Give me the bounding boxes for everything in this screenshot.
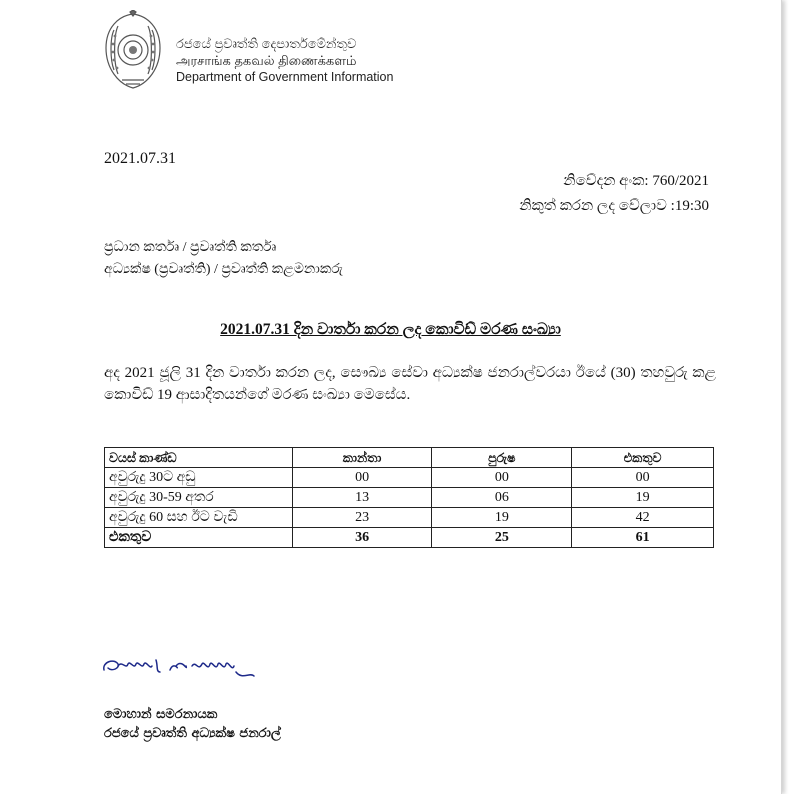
- table-cell: එකතුව: [105, 528, 293, 548]
- department-header: [176, 35, 393, 86]
- document-title: 2021.07.31 දින වාර්තා කරන ලද කොවිඩ් මරණ සංඛ්‍යා: [220, 321, 561, 338]
- death-statistics-table: [104, 447, 714, 548]
- release-time: නිකුත් කරන ලද වේලාව :19:30: [519, 198, 709, 214]
- table-cell: 61: [572, 528, 714, 548]
- table-header-row: [105, 448, 714, 468]
- department-name-tamil: அரசாங்க தகவல் திணைக்களம்: [176, 53, 357, 68]
- table-row: [105, 508, 714, 528]
- document-date: 2021.07.31: [104, 150, 176, 167]
- table-cell: අවුරුදු 30ට අඩු: [105, 468, 293, 488]
- table-total-row: [105, 528, 714, 548]
- table-header-cell: කාන්තා: [292, 448, 432, 468]
- table-cell: 06: [432, 488, 572, 508]
- department-name-sinhala: රජයේ ප්‍රවෘත්ති දෙපාර්තමේන්තුව: [176, 36, 357, 51]
- table-row: [105, 488, 714, 508]
- table-row: [105, 468, 714, 488]
- table-cell: 00: [572, 468, 714, 488]
- table-cell: 42: [572, 508, 714, 528]
- table-cell: 19: [432, 508, 572, 528]
- table-cell: 00: [432, 468, 572, 488]
- table-header-cell: වයස් කාණ්ඩ: [105, 448, 293, 468]
- table-header-cell: පුරුෂ: [432, 448, 572, 468]
- department-name-english: Department of Government Information: [176, 70, 394, 84]
- recipient-line: ප්‍රධාන කර්තෘ / ප්‍රවෘත්ති කර්තෘ: [104, 240, 277, 255]
- table-cell: අවුරුදු 30-59 අතර: [105, 488, 293, 508]
- signer-name: මොහාන් සමරනායක: [104, 707, 218, 722]
- recipient-line: අධ්‍යක්ෂ (ප්‍රවෘත්ති) / ප්‍රවෘත්ති කළමනාකරු: [104, 262, 343, 277]
- signer-position: රජයේ ප්‍රවෘත්ති අධ්‍යක්ෂ ජනරාල්: [104, 726, 281, 741]
- table-cell: 36: [292, 528, 432, 548]
- handwritten-signature: [100, 652, 280, 698]
- government-emblem-icon: [100, 10, 166, 92]
- table-header-cell: එකතුව: [572, 448, 714, 468]
- table-cell: 19: [572, 488, 714, 508]
- body-paragraph: අද 2021 ජූලි 31 දින වාර්තා කරන ලද, සෞඛ්‍ය සේවා අධ්‍යක්ෂ ජනරාල්වරයා ඊයේ (30) තහවුරු කළ කොවිඩ් 19 ආසාදිතයන්ගේ මරණ සංඛ්‍යා මෙසේය.: [104, 365, 716, 403]
- table-cell: 00: [292, 468, 432, 488]
- release-number: නිවේදන අංක: 760/2021: [563, 173, 709, 189]
- table-cell: 25: [432, 528, 572, 548]
- table-cell: 13: [292, 488, 432, 508]
- table-cell: 23: [292, 508, 432, 528]
- table-cell: අවුරුදු 60 සහ ඊට වැඩි: [105, 508, 293, 528]
